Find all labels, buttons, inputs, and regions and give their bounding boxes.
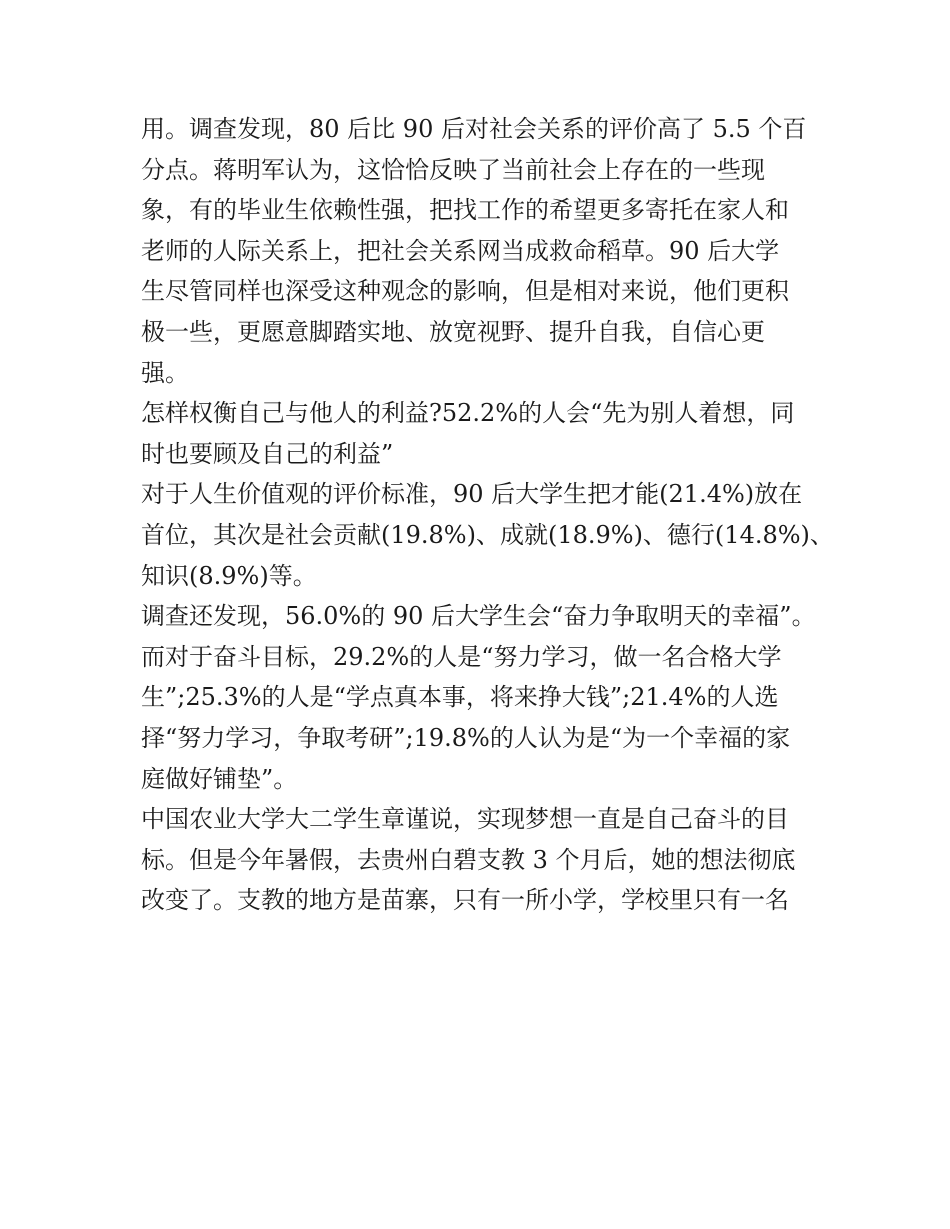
text-line-11: 首位，其次是社会贡献(19.8%)、成就(18.9%)、德行(14.8%)、 — [141, 520, 834, 549]
text-line-5: 生尽管同样也深受这种观念的影响，但是相对来说，他们更积 — [141, 277, 789, 306]
text-line-3: 象，有的毕业生依赖性强，把找工作的希望更多寄托在家人和 — [141, 196, 789, 225]
body-text — [141, 109, 834, 921]
text-line-17: 庭做好铺垫”。 — [141, 764, 298, 793]
text-line-19: 标。但是今年暑假，去贵州白碧支教 3 个月后，她的想法彻底 — [141, 845, 796, 874]
text-line-13: 调查还发现，56.0%的 90 后大学生会“奋力争取明天的幸福”。 — [141, 602, 816, 631]
text-line-7: 强。 — [141, 358, 189, 387]
text-line-12: 知识(8.9%)等。 — [141, 561, 317, 590]
text-line-14: 而对于奋斗目标，29.2%的人是“努力学习，做一名合格大学 — [141, 642, 782, 671]
text-line-16: 择“努力学习，争取考研”;19.8%的人认为是“为一个幸福的家 — [141, 723, 791, 752]
text-line-4: 老师的人际关系上，把社会关系网当成救命稻草。90 后大学 — [141, 236, 780, 265]
text-line-20: 改变了。支教的地方是苗寨，只有一所小学，学校里只有一名 — [141, 886, 789, 915]
text-line-15: 生”;25.3%的人是“学点真本事，将来挣大钱”;21.4%的人选 — [141, 683, 779, 712]
text-line-18: 中国农业大学大二学生章谨说，实现梦想一直是自己奋斗的目 — [141, 805, 789, 834]
text-line-8: 怎样权衡自己与他人的利益?52.2%的人会“先为别人着想，同 — [141, 399, 795, 428]
text-line-9: 时也要顾及自己的利益” — [141, 439, 394, 468]
text-line-1: 用。调查发现，80 后比 90 后对社会关系的评价高了 5.5 个百 — [141, 115, 807, 143]
text-line-6: 极一些，更愿意脚踏实地、放宽视野、提升自我，自信心更 — [141, 317, 765, 346]
text-line-2: 分点。蒋明军认为，这恰恰反映了当前社会上存在的一些现 — [141, 155, 765, 184]
text-line-10: 对于人生价值观的评价标准，90 后大学生把才能(21.4%)放在 — [141, 480, 803, 509]
